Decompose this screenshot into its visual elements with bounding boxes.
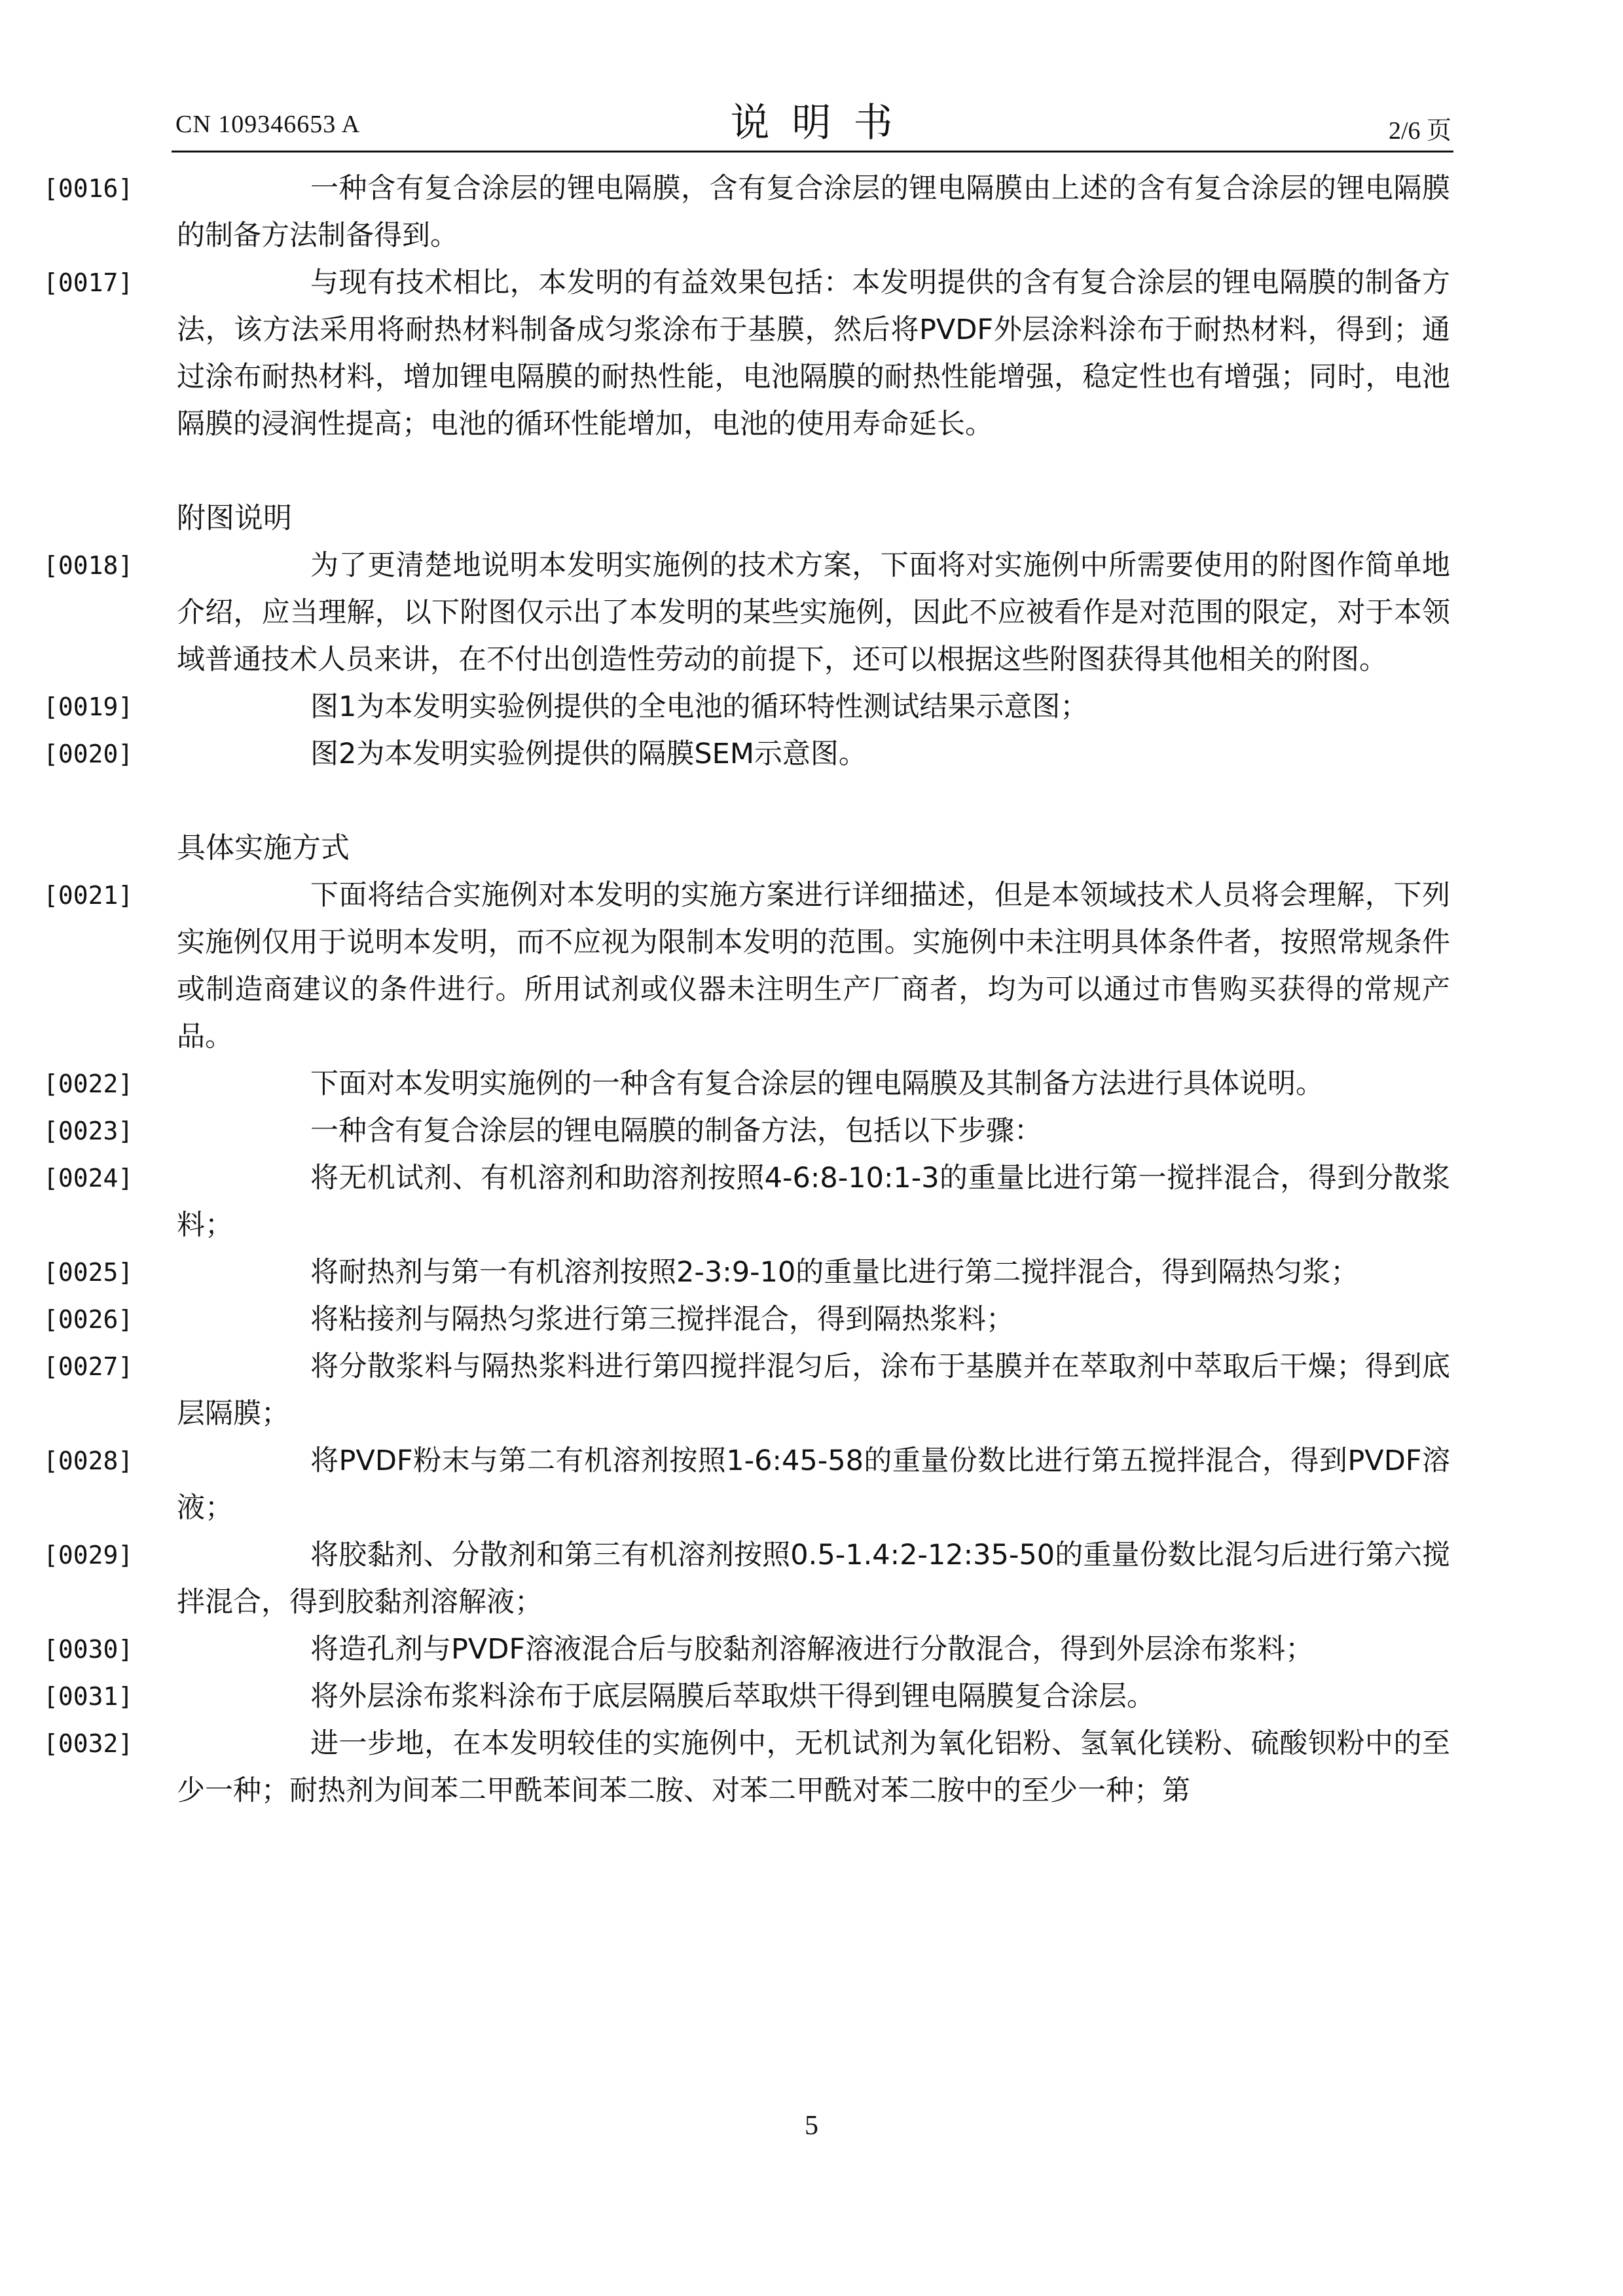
document-body — [43, 165, 1450, 1814]
paragraph — [43, 1155, 1450, 1249]
paragraph-text: 将PVDF粉末与第二有机溶剂按照1-6:45-58的重量份数比进行第五搅拌混合，得到PVDF溶液； — [177, 1444, 1450, 1524]
paragraph-number: [0024] — [43, 1164, 134, 1193]
section-heading-figures: 附图说明 — [177, 501, 292, 535]
paragraph — [43, 259, 1450, 448]
paragraph-number: [0023] — [43, 1117, 134, 1145]
paragraph — [43, 1343, 1450, 1437]
paragraph-number: [0019] — [43, 692, 134, 721]
paragraph-number: [0021] — [43, 881, 134, 910]
section-heading-embodiments: 具体实施方式 — [177, 831, 350, 865]
paragraph-number: [0031] — [43, 1682, 134, 1711]
paragraph-text: 将造孔剂与PVDF溶液混合后与胶黏剂溶解液进行分散混合，得到外层涂布浆料； — [310, 1633, 1314, 1666]
paragraph — [43, 872, 1450, 1060]
paragraph — [43, 1107, 1450, 1155]
paragraph — [43, 542, 1450, 683]
paragraph-text: 下面将结合实施例对本发明的实施方案进行详细描述，但是本领域技术人员将会理解，下列实施例仅用于说明本发明，而不应视为限制本发明的范围。实施例中未注明具体条件者，按照常规条件或制造商建议的条件进行。所用试剂或仪器未注明生产厂商者，均为可以通过市售购买获得的常规产品。 — [177, 879, 1450, 1053]
paragraph-group-figures — [43, 542, 1450, 778]
paragraph — [43, 1060, 1450, 1107]
paragraph — [43, 1532, 1450, 1626]
paragraph-text: 将分散浆料与隔热浆料进行第四搅拌混匀后，涂布于基膜并在萃取剂中萃取后干燥；得到底层隔膜； — [177, 1350, 1450, 1430]
page-indicator: 2/6 页 — [1388, 117, 1451, 145]
paragraph-text: 进一步地，在本发明较佳的实施例中，无机试剂为氧化铝粉、氢氧化镁粉、硫酸钡粉中的至少一种；耐热剂为间苯二甲酰苯间苯二胺、对苯二甲酰对苯二胺中的至少一种；第 — [177, 1727, 1450, 1807]
paragraph — [43, 1437, 1450, 1532]
paragraph-number: [0028] — [43, 1446, 134, 1475]
paragraph-number: [0022] — [43, 1069, 134, 1098]
paragraph-number: [0030] — [43, 1635, 134, 1664]
paragraph — [43, 1249, 1450, 1296]
paragraph-text: 一种含有复合涂层的锂电隔膜的制备方法，包括以下步骤： — [310, 1115, 1042, 1147]
paragraph-number: [0029] — [43, 1541, 134, 1570]
paragraph-number: [0026] — [43, 1305, 134, 1334]
paragraph-text: 一种含有复合涂层的锂电隔膜，含有复合涂层的锂电隔膜由上述的含有复合涂层的锂电隔膜的制备方法制备得到。 — [177, 172, 1450, 252]
paragraph — [43, 1720, 1450, 1814]
paragraph — [43, 683, 1450, 730]
paragraph-number: [0020] — [43, 740, 134, 768]
paragraph — [43, 1626, 1450, 1673]
paragraph-group-embodiments — [43, 872, 1450, 1814]
paragraph-text: 将外层涂布浆料涂布于底层隔膜后萃取烘干得到锂电隔膜复合涂层。 — [310, 1680, 1155, 1713]
paragraph — [43, 1296, 1450, 1343]
paragraph-number: [0018] — [43, 551, 134, 580]
paragraph-text: 将耐热剂与第一有机溶剂按照2-3:9-10的重量比进行第二搅拌混合，得到隔热匀浆； — [310, 1256, 1359, 1289]
page-title: 说明书 — [730, 100, 915, 146]
paragraph-text: 图1为本发明实验例提供的全电池的循环特性测试结果示意图； — [310, 691, 1089, 723]
paragraph-number: [0017] — [43, 268, 134, 297]
header-rule — [172, 151, 1453, 152]
paragraph-number: [0032] — [43, 1729, 134, 1758]
paragraph-group-intro — [43, 165, 1450, 448]
paragraph-text: 为了更清楚地说明本发明实施例的技术方案，下面将对实施例中所需要使用的附图作简单地介绍，应当理解，以下附图仅示出了本发明的某些实施例，因此不应被看作是对范围的限定，对于本领域普通技术人员来讲，在不付出创造性劳动的前提下，还可以根据这些附图获得其他相关的附图。 — [177, 549, 1450, 676]
paragraph-number: [0016] — [43, 174, 134, 203]
paragraph — [43, 1673, 1450, 1720]
paragraph-text: 与现有技术相比，本发明的有益效果包括：本发明提供的含有复合涂层的锂电隔膜的制备方法，该方法采用将耐热材料制备成匀浆涂布于基膜，然后将PVDF外层涂料涂布于耐热材料，得到；通过涂布耐热材料，增加锂电隔膜的耐热性能，电池隔膜的耐热性能增强，稳定性也有增强；同时，电池隔膜的浸润性提高；电池的循环性能增加，电池的使用寿命延长。 — [177, 266, 1450, 440]
paragraph — [43, 165, 1450, 259]
paragraph-text: 将粘接剂与隔热匀浆进行第三搅拌混合，得到隔热浆料； — [310, 1303, 1014, 1336]
paragraph — [43, 730, 1450, 778]
paragraph-text: 将无机试剂、有机溶剂和助溶剂按照4-6:8-10:1-3的重量比进行第一搅拌混合，得到分散浆料； — [177, 1162, 1450, 1242]
paragraph-text: 图2为本发明实验例提供的隔膜SEM示意图。 — [310, 738, 867, 770]
paragraph-number: [0025] — [43, 1258, 134, 1287]
page-number: 5 — [805, 2111, 818, 2141]
paragraph-text: 将胶黏剂、分散剂和第三有机溶剂按照0.5-1.4:2-12:35-50的重量份数比混匀后进行第六搅拌混合，得到胶黏剂溶解液； — [177, 1539, 1450, 1619]
paragraph-text: 下面对本发明实施例的一种含有复合涂层的锂电隔膜及其制备方法进行具体说明。 — [310, 1067, 1324, 1100]
paragraph-number: [0027] — [43, 1352, 134, 1381]
doc-number: CN 109346653 A — [175, 111, 361, 138]
